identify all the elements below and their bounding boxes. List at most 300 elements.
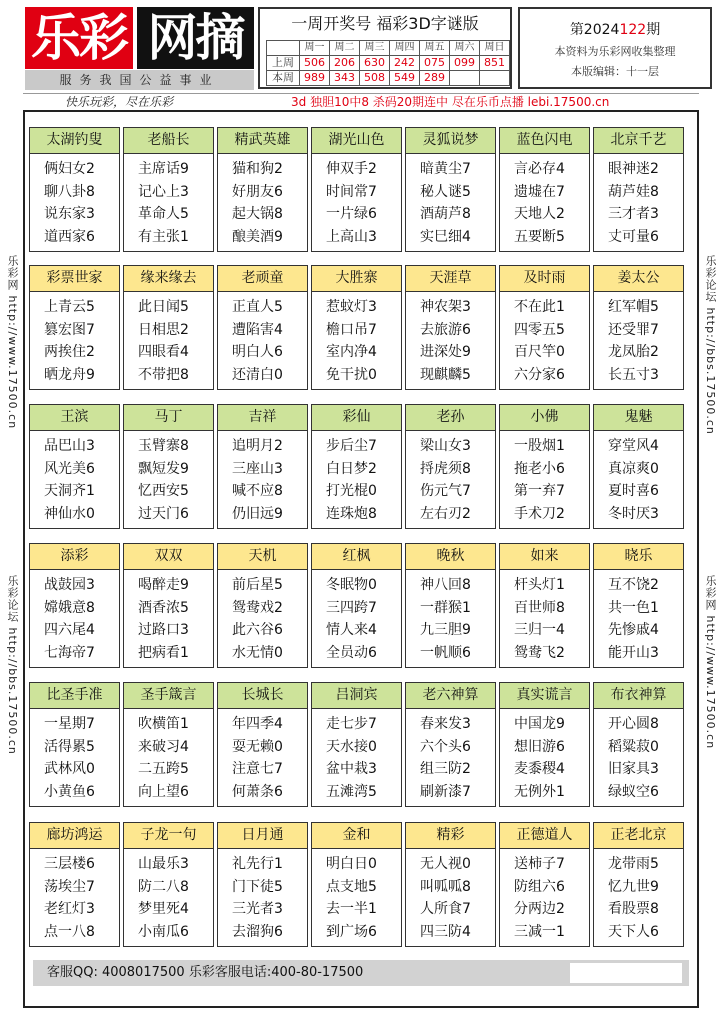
riddle-line: 长五寸3 <box>608 366 659 383</box>
side-link-right-top[interactable]: 乐彩论坛 http://bbs.17500.cn <box>704 255 717 435</box>
riddle-line: 猫和狗2 <box>232 161 283 177</box>
riddle-card-author: 及时雨 <box>500 266 589 292</box>
riddle-line: 篡宏图7 <box>44 321 95 338</box>
riddle-card-author: 蓝色闪电 <box>500 128 589 154</box>
day-label: 周日 <box>480 41 510 56</box>
riddle-line: 叫呱呱8 <box>420 878 471 895</box>
riddle-card <box>29 127 120 252</box>
riddle-line: 三减一1 <box>514 923 565 940</box>
riddle-card <box>217 265 308 390</box>
riddle-line: 四零五5 <box>514 321 565 338</box>
collection-note: 本资料为乐彩网收集整理 <box>554 45 676 58</box>
riddle-card-author: 彩票世家 <box>30 266 119 292</box>
riddle-line: 上高山3 <box>326 228 377 245</box>
riddle-line: 酿美酒9 <box>232 228 283 245</box>
riddle-line: 手术刀2 <box>514 505 565 522</box>
riddle-line: 门下徒5 <box>232 878 283 895</box>
riddle-card-author: 精彩 <box>406 823 495 849</box>
riddle-line: 丈可量6 <box>608 228 659 245</box>
riddle-line: 免干扰0 <box>326 366 377 383</box>
riddle-line: 追明月2 <box>232 438 283 454</box>
riddle-line: 小黄鱼6 <box>44 783 95 800</box>
riddle-line: 去旅游6 <box>420 321 471 338</box>
riddle-card-author: 老顽童 <box>218 266 307 292</box>
riddle-card-author: 老六神算 <box>406 683 495 709</box>
riddle-line: 向上望6 <box>138 783 189 800</box>
riddle-line: 室内净4 <box>326 344 377 360</box>
riddle-card-author: 如来 <box>500 544 589 570</box>
riddle-card-author: 双双 <box>124 544 213 570</box>
ticker-promo-link[interactable]: 3d 独胆10中8 杀码20期连中 尽在乐币点播 lebi.17500.cn <box>291 95 610 109</box>
riddle-line: 梁山女3 <box>420 438 471 454</box>
riddle-line: 全员动6 <box>326 644 377 661</box>
riddle-line: 龙凤胎2 <box>608 344 659 360</box>
riddle-line: 还清白0 <box>232 366 283 383</box>
riddle-line: 去一半1 <box>326 901 377 917</box>
riddle-line: 来破习4 <box>138 738 189 755</box>
riddle-line: 山最乐3 <box>138 856 189 872</box>
logo-red-text: 乐彩 <box>25 7 133 69</box>
riddle-card-author: 金和 <box>312 823 401 849</box>
riddle-line: 情人来4 <box>326 622 377 638</box>
draw-number <box>480 71 510 86</box>
riddle-line: 檐口吊7 <box>326 321 377 338</box>
riddle-line: 喝醉走9 <box>138 577 189 593</box>
draw-results-table <box>266 40 510 86</box>
riddle-card <box>123 265 214 390</box>
riddle-line: 好朋友6 <box>232 183 283 200</box>
editor-note: 本版编辑：十一层 <box>571 65 659 78</box>
riddle-line: 惹蚊灯3 <box>326 299 377 315</box>
riddle-line: 一片绿6 <box>326 206 377 222</box>
draw-results-title: 一周开奖号 福彩3D字谜版 <box>291 14 479 33</box>
riddle-card-author: 圣手箴言 <box>124 683 213 709</box>
draw-number <box>450 71 480 86</box>
riddle-line: 六分家6 <box>514 366 565 383</box>
riddle-line: 去溜狗6 <box>232 923 283 940</box>
riddle-card-author: 姜太公 <box>594 266 683 292</box>
riddle-line: 龙带雨5 <box>608 856 659 872</box>
riddle-line: 四三防4 <box>420 923 471 940</box>
riddle-line: 走七步7 <box>326 716 377 732</box>
riddle-line: 送柿子7 <box>514 856 565 872</box>
riddle-card-author: 老孙 <box>406 405 495 431</box>
riddle-card <box>499 404 590 529</box>
riddle-line: 鸳鸯戏2 <box>232 599 283 616</box>
riddle-line: 三光者3 <box>232 901 283 917</box>
riddle-line: 年四季4 <box>232 716 283 732</box>
riddle-line: 步后尘7 <box>326 438 377 454</box>
riddle-card <box>123 682 214 807</box>
riddle-line: 连珠炮8 <box>326 505 377 522</box>
riddle-line: 上青云5 <box>44 299 95 315</box>
riddle-line: 人所食7 <box>420 901 471 917</box>
riddle-card-author: 太湖钓叟 <box>30 128 119 154</box>
draw-number: 242 <box>390 56 420 71</box>
riddle-card <box>311 822 402 947</box>
riddle-card-author: 精武英雄 <box>218 128 307 154</box>
day-label: 周六 <box>450 41 480 56</box>
side-link-left-bottom[interactable]: 乐彩论坛 http://bbs.17500.cn <box>6 575 19 755</box>
day-label: 周三 <box>360 41 390 56</box>
draw-number: 099 <box>450 56 480 71</box>
riddle-line: 三才者3 <box>608 206 659 222</box>
riddle-line: 一股烟1 <box>514 438 565 454</box>
riddle-line: 点支地5 <box>326 878 377 895</box>
riddle-line: 耍无赖0 <box>232 738 283 755</box>
riddle-card <box>405 265 496 390</box>
day-label: 周五 <box>420 41 450 56</box>
draw-number: 289 <box>420 71 450 86</box>
riddle-line: 玉臂寨8 <box>138 438 189 454</box>
riddle-line: 旧家具3 <box>608 761 659 777</box>
riddle-card-author: 北京千艺 <box>594 128 683 154</box>
riddle-line: 聊八卦8 <box>44 183 95 200</box>
ticker-bar <box>23 93 699 111</box>
riddle-line: 杆头灯1 <box>514 577 565 593</box>
riddle-line: 伤元气7 <box>420 483 471 499</box>
riddle-line: 百尺竿0 <box>514 344 565 360</box>
riddle-line: 看股票8 <box>608 901 659 917</box>
riddle-line: 两挨住2 <box>44 344 95 360</box>
draw-results-box <box>258 7 512 89</box>
riddle-line: 时间常7 <box>326 183 377 200</box>
riddle-card <box>499 543 590 668</box>
riddle-line: 一群猴1 <box>420 599 471 616</box>
riddle-line: 眼神迷2 <box>608 161 659 177</box>
riddle-line: 注意七7 <box>232 761 283 777</box>
riddle-line: 礼先行1 <box>232 856 283 872</box>
riddle-card <box>311 682 402 807</box>
riddle-line: 过天门6 <box>138 505 189 522</box>
riddle-line: 天地人2 <box>514 206 565 222</box>
riddle-line: 三座山3 <box>232 460 283 477</box>
riddle-line: 三层楼6 <box>44 856 95 872</box>
riddle-line: 活得累5 <box>44 738 95 755</box>
riddle-line: 不在此1 <box>514 299 565 315</box>
riddle-line: 此六谷6 <box>232 622 283 638</box>
row-label: 上周 <box>267 56 300 71</box>
riddle-line: 盆中栽3 <box>326 761 377 777</box>
riddle-card <box>123 404 214 529</box>
riddle-line: 忆九世9 <box>608 878 659 895</box>
riddle-card-author: 子龙一句 <box>124 823 213 849</box>
riddle-card <box>593 265 684 390</box>
riddle-line: 五要断5 <box>514 228 565 245</box>
riddle-line: 七海帝7 <box>44 644 95 661</box>
riddle-line: 真凉爽0 <box>608 460 659 477</box>
riddle-line: 伸双手2 <box>326 161 377 177</box>
riddle-line: 打光棍0 <box>326 483 377 499</box>
riddle-line: 红军帽5 <box>608 299 659 315</box>
riddle-line: 二五跨5 <box>138 761 189 777</box>
riddle-line: 天下人6 <box>608 923 659 940</box>
ticker-slogan: 快乐玩彩，尽在乐彩 <box>65 95 174 109</box>
draw-number: 549 <box>390 71 420 86</box>
riddle-line: 道西家6 <box>44 228 95 245</box>
riddle-card <box>311 404 402 529</box>
riddle-card-author: 吉祥 <box>218 405 307 431</box>
riddle-line: 言必存4 <box>514 161 565 177</box>
riddle-card <box>499 822 590 947</box>
riddle-card-author: 长城长 <box>218 683 307 709</box>
riddle-line: 左右刃2 <box>420 505 471 522</box>
riddle-line: 忆西安5 <box>138 483 189 499</box>
draw-number: 343 <box>330 71 360 86</box>
draw-number: 630 <box>360 56 390 71</box>
riddle-line: 此日闻5 <box>138 299 189 315</box>
riddle-line: 说东家3 <box>44 206 95 222</box>
riddle-line: 主席话9 <box>138 161 189 177</box>
riddle-line: 飘短发9 <box>138 460 189 477</box>
day-label: 周一 <box>300 41 330 56</box>
riddle-card <box>29 543 120 668</box>
riddle-line: 俩妇女2 <box>44 161 95 177</box>
riddle-line: 现麒麟5 <box>420 366 471 383</box>
riddle-card-author: 湖光山色 <box>312 128 401 154</box>
riddle-card <box>123 822 214 947</box>
draw-number: 989 <box>300 71 330 86</box>
row-label: 本周 <box>267 71 300 86</box>
riddle-line: 前后星5 <box>232 577 283 593</box>
riddle-card <box>311 265 402 390</box>
customer-service-info: 客服QQ: 4008017500 乐彩客服电话:400-80-17500 <box>47 965 364 980</box>
riddle-line: 起大锅8 <box>232 206 283 222</box>
riddle-card-author: 鬼魅 <box>594 405 683 431</box>
riddle-line: 四六尾4 <box>44 622 95 638</box>
slogan: 服务我国公益事业 <box>25 70 254 90</box>
riddle-line: 吹横笛1 <box>138 716 189 732</box>
riddle-card <box>593 682 684 807</box>
riddle-line: 荡埃尘7 <box>44 878 95 895</box>
riddle-line: 战鼓园3 <box>44 577 95 593</box>
riddle-line: 嫦娥意8 <box>44 599 95 616</box>
logo <box>25 7 254 69</box>
riddle-card <box>499 265 590 390</box>
riddle-line: 冬眠物0 <box>326 577 377 593</box>
riddle-line: 麦黍稷4 <box>514 761 565 777</box>
riddle-line: 明白人6 <box>232 344 283 360</box>
riddle-line: 想旧游6 <box>514 738 565 755</box>
issue-num: 122 <box>619 22 647 38</box>
riddle-line: 无例外1 <box>514 783 565 800</box>
riddle-line: 能开山3 <box>608 644 659 661</box>
riddle-line: 点一八8 <box>44 923 95 940</box>
riddle-line: 过路口3 <box>138 622 189 638</box>
riddle-line: 遭陷害4 <box>232 321 283 338</box>
riddle-card-author: 吕洞宾 <box>312 683 401 709</box>
riddle-card <box>405 543 496 668</box>
riddle-card-author: 红枫 <box>312 544 401 570</box>
riddle-card <box>217 127 308 252</box>
riddle-line: 暗黄尘7 <box>420 161 471 177</box>
riddle-line: 酒葫芦8 <box>420 206 471 222</box>
riddle-card-author: 晓乐 <box>594 544 683 570</box>
draw-number: 851 <box>480 56 510 71</box>
riddle-line: 鸳鸯飞2 <box>514 644 565 661</box>
riddle-line: 夏时喜6 <box>608 483 659 499</box>
riddle-line: 神农架3 <box>420 299 471 315</box>
riddle-line: 把病看1 <box>138 644 189 661</box>
riddle-card <box>405 822 496 947</box>
riddle-line: 天洞齐1 <box>44 483 95 499</box>
riddle-card-author: 天机 <box>218 544 307 570</box>
riddle-card-author: 真实谎言 <box>500 683 589 709</box>
riddle-card <box>499 682 590 807</box>
side-link-right-bottom[interactable]: 乐彩网 http://www.17500.cn <box>704 575 717 750</box>
footer-blank-box <box>570 963 682 983</box>
riddle-line: 防组六6 <box>514 878 565 895</box>
riddle-line: 白日梦2 <box>326 460 377 477</box>
riddle-line: 有主张1 <box>138 228 189 245</box>
riddle-line: 老红灯3 <box>44 901 95 917</box>
riddle-line: 遗墟在7 <box>514 183 565 200</box>
riddle-line: 三归一4 <box>514 622 565 638</box>
riddle-line: 神八回8 <box>420 577 471 593</box>
riddle-card-author: 天涯草 <box>406 266 495 292</box>
logo-black-text: 网摘 <box>137 7 254 69</box>
riddle-line: 捋虎须8 <box>420 460 471 477</box>
riddle-card-author: 正老北京 <box>594 823 683 849</box>
riddle-line: 四眼看4 <box>138 344 189 360</box>
riddle-line: 仍旧远9 <box>232 505 283 522</box>
riddle-line: 喊不应8 <box>232 483 283 499</box>
riddle-line: 一帆顺6 <box>420 644 471 661</box>
riddle-card-author: 彩仙 <box>312 405 401 431</box>
riddle-card <box>593 404 684 529</box>
riddle-line: 品巴山3 <box>44 438 95 454</box>
riddle-card-author: 添彩 <box>30 544 119 570</box>
riddle-card <box>311 543 402 668</box>
riddle-line: 分两边2 <box>514 901 565 917</box>
days-row <box>267 41 510 56</box>
day-label: 周二 <box>330 41 360 56</box>
riddle-line: 无人视0 <box>420 856 471 872</box>
riddle-line: 葫芦娃8 <box>608 183 659 200</box>
riddle-card-author: 布衣神算 <box>594 683 683 709</box>
riddle-card <box>217 543 308 668</box>
riddle-line: 中国龙9 <box>514 716 565 732</box>
riddle-line: 革命人5 <box>138 206 189 222</box>
riddle-card <box>593 822 684 947</box>
riddle-line: 日相思2 <box>138 321 189 338</box>
riddle-card-author: 老船长 <box>124 128 213 154</box>
riddle-line: 三四跨7 <box>326 599 377 616</box>
riddle-card <box>593 543 684 668</box>
riddle-line: 进深处9 <box>420 344 471 360</box>
riddle-card-author: 正德道人 <box>500 823 589 849</box>
riddle-line: 第一弃7 <box>514 483 565 499</box>
riddle-card <box>217 822 308 947</box>
draw-number: 508 <box>360 71 390 86</box>
riddle-line: 武林风0 <box>44 761 95 777</box>
riddle-card-author: 晚秋 <box>406 544 495 570</box>
riddle-line: 秘人谜5 <box>420 183 471 200</box>
riddle-card-author: 王滨 <box>30 405 119 431</box>
footer <box>33 960 689 986</box>
riddle-card <box>123 543 214 668</box>
riddle-card-author: 廊坊鸿运 <box>30 823 119 849</box>
riddle-line: 组三防2 <box>420 761 471 777</box>
riddle-line: 开心圆8 <box>608 716 659 732</box>
riddle-card-author: 大胜寨 <box>312 266 401 292</box>
riddle-line: 还受罪7 <box>608 321 659 338</box>
riddle-card <box>217 404 308 529</box>
riddle-card-author: 日月通 <box>218 823 307 849</box>
riddle-card <box>593 127 684 252</box>
riddle-line: 天水接0 <box>326 738 377 755</box>
riddle-line: 风光美6 <box>44 460 95 477</box>
riddle-card-author: 比圣手准 <box>30 683 119 709</box>
riddle-line: 到广场6 <box>326 923 377 940</box>
draw-number: 075 <box>420 56 450 71</box>
riddle-card <box>311 127 402 252</box>
side-link-left-top[interactable]: 乐彩网 http://www.17500.cn <box>6 255 19 430</box>
riddle-line: 小南瓜6 <box>138 923 189 940</box>
riddle-line: 记心上3 <box>138 183 189 200</box>
this-week-row <box>267 71 510 86</box>
issue-box <box>518 7 712 89</box>
riddle-card-author: 小佛 <box>500 405 589 431</box>
riddle-line: 实巳细4 <box>420 228 471 245</box>
riddle-line: 先惨戚4 <box>608 622 659 638</box>
riddle-card-author: 缘来缘去 <box>124 266 213 292</box>
riddle-line: 明白日0 <box>326 856 377 872</box>
riddle-card <box>499 127 590 252</box>
day-label: 周四 <box>390 41 420 56</box>
draw-number: 206 <box>330 56 360 71</box>
riddle-line: 拖老小6 <box>514 460 565 477</box>
riddle-card <box>217 682 308 807</box>
riddle-line: 刷新漆7 <box>420 783 471 800</box>
riddle-card <box>405 682 496 807</box>
riddle-card <box>29 682 120 807</box>
riddle-line: 五滩湾5 <box>326 783 377 800</box>
riddle-line: 春来发3 <box>420 716 471 732</box>
riddle-line: 何萧条6 <box>232 783 283 800</box>
riddle-card <box>29 265 120 390</box>
riddle-line: 稻粱菽0 <box>608 738 659 755</box>
riddle-line: 神仙水0 <box>44 505 95 522</box>
riddle-line: 不带把8 <box>138 366 189 383</box>
issue-number: 第2024122期 <box>569 22 661 38</box>
riddle-line: 酒香浓5 <box>138 599 189 616</box>
riddle-line: 晒龙舟9 <box>44 366 95 383</box>
riddle-card-author: 灵狐说梦 <box>406 128 495 154</box>
riddle-line: 绿蚁空6 <box>608 783 659 800</box>
riddle-line: 正直人5 <box>232 299 283 315</box>
riddle-line: 梦里死4 <box>138 901 189 917</box>
riddle-line: 九三胆9 <box>420 622 471 638</box>
riddle-card <box>405 127 496 252</box>
riddle-card <box>29 822 120 947</box>
riddle-line: 一星期7 <box>44 716 95 732</box>
riddle-line: 水无情0 <box>232 644 283 661</box>
riddle-line: 共一色1 <box>608 599 659 616</box>
riddle-card-author: 马丁 <box>124 405 213 431</box>
riddle-card <box>29 404 120 529</box>
riddle-line: 六个头6 <box>420 738 471 755</box>
riddle-card <box>405 404 496 529</box>
draw-number: 506 <box>300 56 330 71</box>
riddle-line: 防二八8 <box>138 878 189 895</box>
riddle-line: 互不饶2 <box>608 577 659 593</box>
riddle-line: 穿堂风4 <box>608 438 659 454</box>
riddle-line: 冬时厌3 <box>608 505 659 522</box>
riddle-card <box>123 127 214 252</box>
riddle-line: 百世师8 <box>514 599 565 616</box>
last-week-row <box>267 56 510 71</box>
